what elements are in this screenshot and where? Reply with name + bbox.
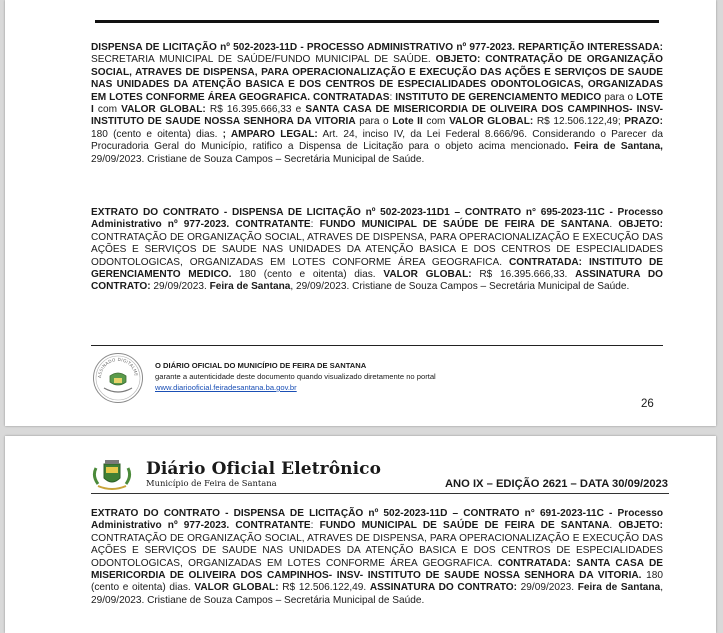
page-number: 26 xyxy=(641,398,654,410)
extrato-contrato-691-paragraph: EXTRATO DO CONTRATO - DISPENSA DE LICITAÇÃO nº 502-2023-11D – CONTRATO n° 691-2023-11C - Processo Administrativo nº 977-2023. CONTRATANTE: FUNDO MUNICIPAL DE SAÚDE DE FEIRA DE SANTANA. OBJETO: CONTRATAÇÃO DE ORGANIZAÇÃO SOCIAL, ATRAVES DE DISPENSA, PARA OPERACIONALIZAÇÃO E EXECUÇÃO DAS AÇÕES E SERVIÇOS DE SAUDE NAS UNIDADES DA ATENÇÃO BASICA E DOS CENTROS DE ESPECIALIDADES ODONTOLOGICAS, ORGANIZADAS EM LOTES CONFORME ÁREA GEOGRAFICA. CONTRATADA: SANTA CASA DE MISERICORDIA DE OLIVEIRA DOS CAMPINHOS- INSV- INSTITUTO DE SAUDE NOSSA SENHORA DA VITORIA. 180 (cento e oitenta) dias. VALOR GLOBAL: R$ 12.506.122,49. ASSINATURA DO CONTRATO: 29/09/2023. Feira de Santana, 29/09/2023. Cristiane de Souza Campos – Secretária Municipal de Saúde. xyxy=(91,508,664,606)
svg-text:ASSINADO DIGITALMENTE: ASSINADO DIGITALME xyxy=(96,356,139,379)
gazette-branding xyxy=(146,460,381,488)
edition-info: ANO IX – EDIÇÃO 2621 – DATA 30/09/2023 xyxy=(444,478,668,490)
footer-description: garante a autenticidade deste documento quando visualizado diretamente no portal xyxy=(155,372,436,381)
dispensa-paragraph: DISPENSA DE LICITAÇÃO nº 502-2023-11D - PROCESSO ADMINISTRATIVO nº 977-2023. REPARTIÇÃO INTERESSADA: SECRETARIA MUNICIPAL DE SAÚDE/FUNDO MUNICIPAL DE SAÚDE. OBJETO: CONTRATAÇÃO DE ORGANIZAÇÃO SOCIAL, ATRAVES DE DISPENSA, PARA OPERACIONALIZAÇÃO E EXECUÇÃO DAS AÇÕES E SERVIÇOS DE SAUDE NAS UNIDADES DA ATENÇÃO BASICA E DOS CENTROS DE ESPECIALIDADES ODONTOLOGICAS, ORGANIZADAS EM LOTES CONFORME ÁREA GEOGRAFICA. CONTRATADAS: INSTITUTO DE GERENCIAMENTO MEDICO para o LOTE I com VALOR GLOBAL: R$ 16.395.666,33 e SANTA CASA DE MISERICORDIA DE OLIVEIRA DOS CAMPINHOS- INSV- INSTITUTO DE SAUDE NOSSA SENHORA DA VITORIA para o Lote II com VALOR GLOBAL: R$ 12.506.122,49; PRAZO: 180 (cento e oitenta) dias. ; AMPARO LEGAL: Art. 24, inciso IV, da Lei Federal 8.666/96. Considerando o Parecer da Procuradoria Geral do Município, ratifico a Dispensa de Licitação para o objeto acima mencionado. Feira de Santana, 29/09/2023. Cristiane de Souza Campos – Secretária Municipal de Saúde. xyxy=(91,42,663,165)
gazette-subtitle: Município de Feira de Santana xyxy=(146,478,277,488)
portal-link[interactable]: www.diariooficial.feiradesantana.ba.gov.br xyxy=(155,383,297,392)
header-rule xyxy=(91,493,669,494)
top-rule xyxy=(95,20,659,23)
document-page-27 xyxy=(5,436,716,633)
footer-authenticity xyxy=(155,360,436,393)
extrato-contrato-695-paragraph: EXTRATO DO CONTRATO - DISPENSA DE LICITAÇÃO nº 502-2023-11D1 – CONTRATO n° 695-2023-11C - Processo Administrativo nº 977-2023. CONTRATANTE: FUNDO MUNICIPAL DE SAÚDE DE FEIRA DE SANTANA. OBJETO: CONTRATAÇÃO DE ORGANIZAÇÃO SOCIAL, ATRAVES DE DISPENSA, PARA OPERACIONALIZAÇÃO E EXECUÇÃO DAS AÇÕES E SERVIÇOS DE SAUDE NAS UNIDADES DA ATENÇÃO BASICA E DOS CENTROS DE ESPECIALIDADES ODONTOLOGICAS, ORGANIZADAS EM LOTES CONFORME ÁREA GEOGRAFICA. CONTRATADA: INSTITUTO DE GERENCIAMENTO MEDICO. 180 (cento e oitenta) dias. VALOR GLOBAL: R$ 16.395.666,33. ASSINATURA DO CONTRATO: 29/09/2023. Feira de Santana, 29/09/2023. Cristiane de Souza Campos – Secretária Municipal de Saúde. xyxy=(91,207,664,293)
footer-title: O DIÁRIO OFICIAL DO MUNICÍPIO DE FEIRA DE SANTANA xyxy=(155,361,367,370)
footer-rule xyxy=(91,345,663,346)
document-page-26 xyxy=(5,0,716,426)
municipal-coat-of-arms-icon xyxy=(92,458,132,492)
gazette-title: Diário Oficial Eletrônico xyxy=(146,459,382,479)
digital-signature-seal-icon xyxy=(92,352,144,404)
